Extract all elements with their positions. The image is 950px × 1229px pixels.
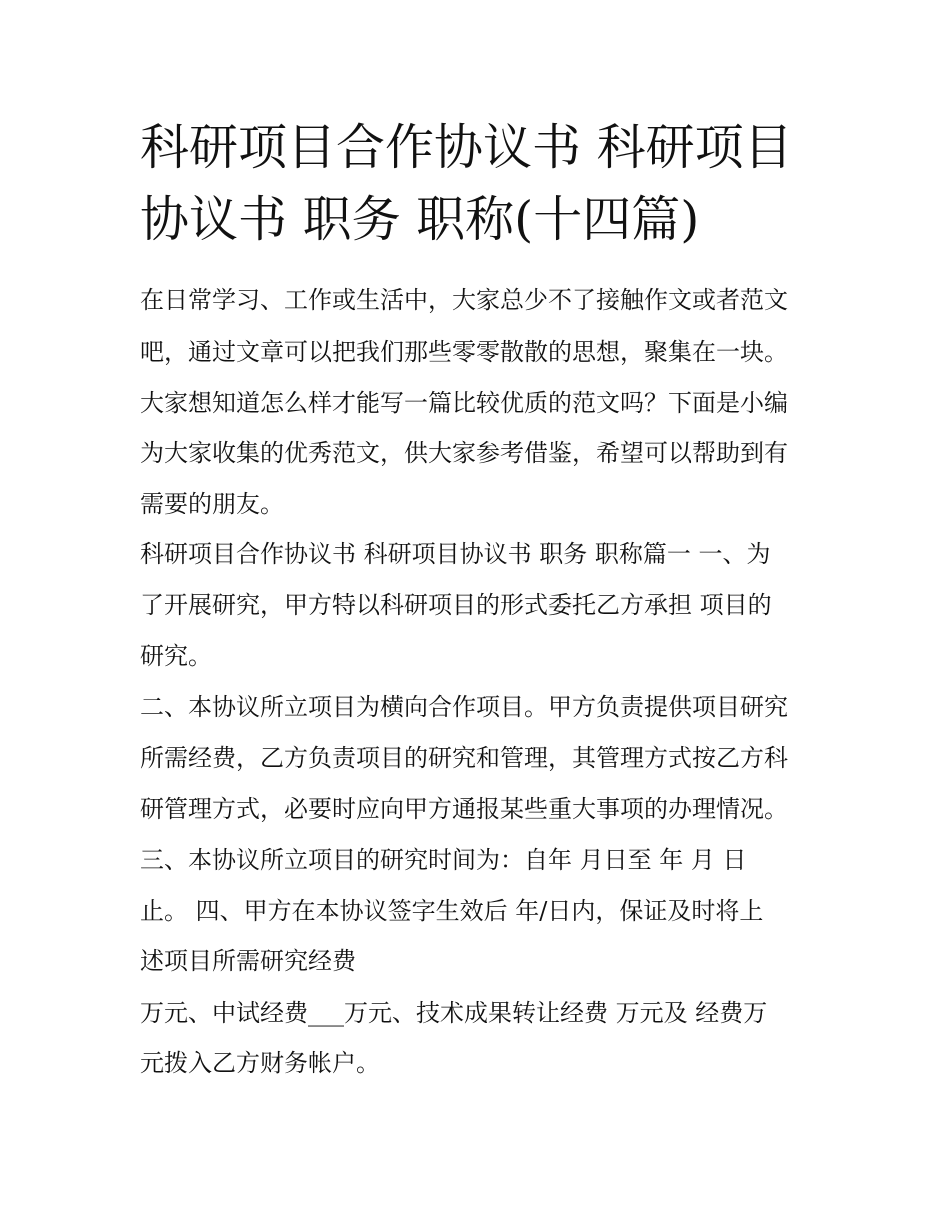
document-title: [140, 112, 830, 256]
body-text-line: 需要的朋友。: [140, 490, 284, 518]
body-text-line: 三、本协议所立项目的研究时间为：自年 月日至 年 月 日: [140, 846, 747, 874]
body-text-line: 了开展研究，甲方特以科研项目的形式委托乙方承担 项目的: [140, 591, 772, 619]
body-text-line: 为大家收集的优秀范文，供大家参考借鉴，希望可以帮助到有: [140, 439, 788, 467]
body-text-line: 述项目所需研究经费: [140, 947, 356, 975]
body-text-line: 研究。: [140, 642, 212, 670]
body-text-line: 在日常学习、工作或生活中，大家总少不了接触作文或者范文: [140, 286, 788, 314]
document-title-line-1: 科研项目合作协议书 科研项目: [140, 119, 793, 176]
body-text-line: 研管理方式，必要时应向甲方通报某些重大事项的办理情况。: [140, 795, 788, 823]
body-text-line: 吧，通过文章可以把我们那些零零散散的思想，聚集在一块。: [140, 338, 788, 366]
body-text-line: 万元、中试经费___万元、技术成果转让经费 万元及 经费万: [140, 999, 768, 1027]
body-text-line: 二、本协议所立项目为横向合作项目。甲方负责提供项目研究: [140, 693, 788, 721]
body-text-line: 元拨入乙方财务帐户。: [140, 1049, 380, 1077]
body-text-line: 科研项目合作协议书 科研项目协议书 职务 职称篇一 一、为: [140, 540, 771, 568]
body-text-line: 止。 四、甲方在本协议签字生效后 年/日内，保证及时将上: [140, 897, 764, 925]
body-text-line: 大家想知道怎么样才能写一篇比较优质的范文吗？下面是小编: [140, 389, 788, 417]
document-title-line-2: 协议书 职务 职称(十四篇): [140, 191, 700, 248]
body-text-line: 所需经费，乙方负责项目的研究和管理，其管理方式按乙方科: [140, 744, 788, 772]
